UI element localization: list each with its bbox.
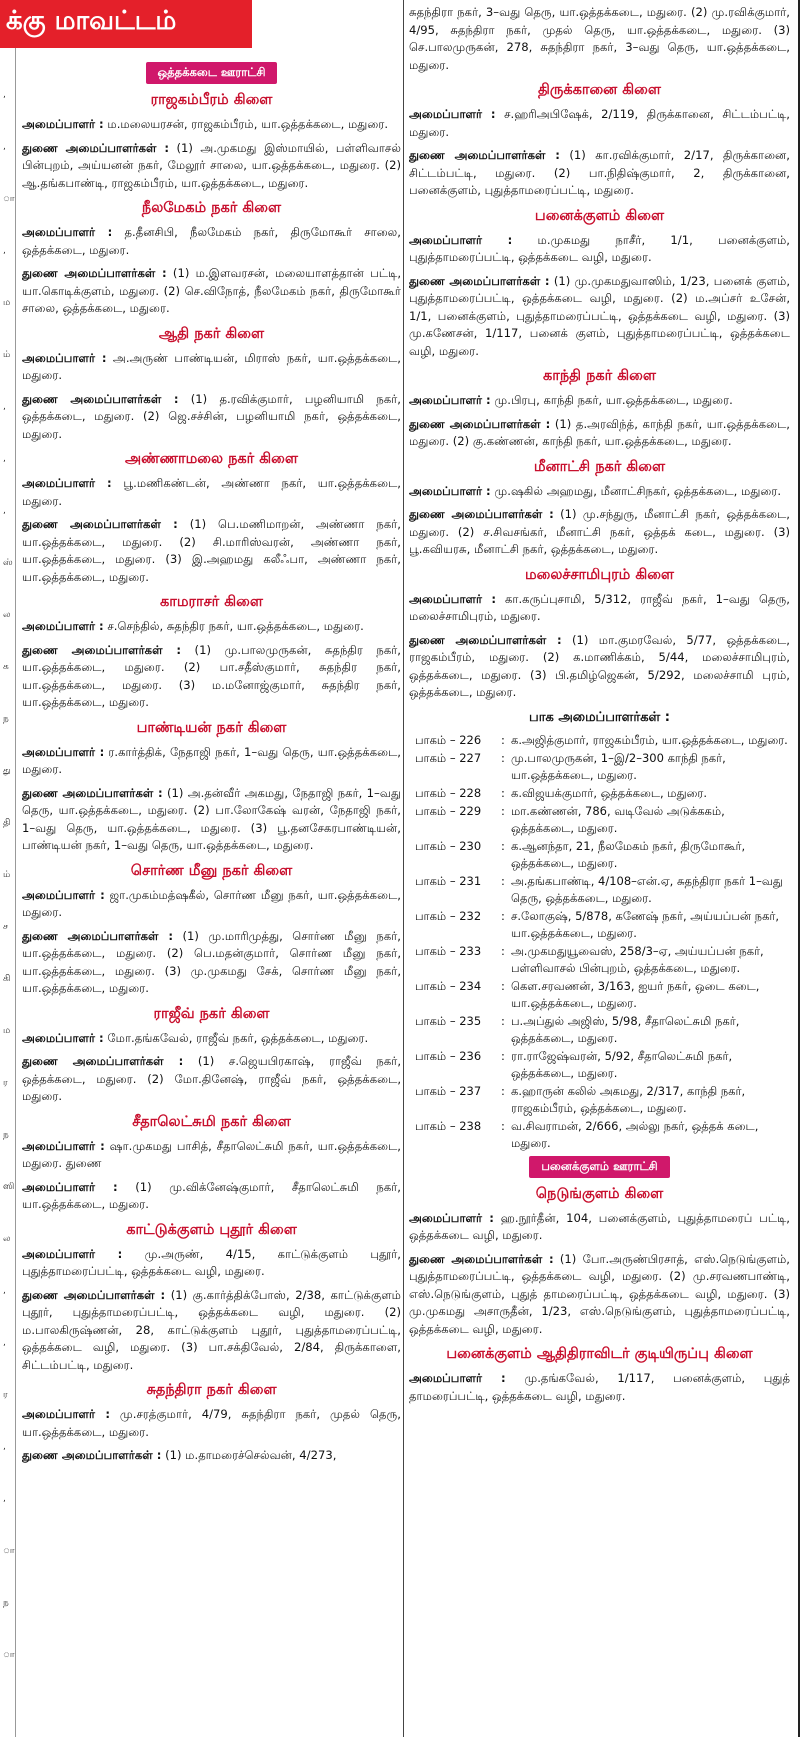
ward-number: பாகம் – 231 [415, 873, 482, 888]
section-header-pill: ஒத்தக்கடை ஊராட்சி [146, 62, 278, 84]
role-text: (1) ம.தாமரைச்செல்வன், 4/273, [161, 1448, 337, 1462]
branch-title: மீனாட்சி நகர் கிளை [533, 458, 666, 475]
cut-off-text-fragment: , [3, 506, 6, 516]
role-text: (1) அ.முகமது இஸ்மாயில், பள்ளிவாசல் பின்புறம், அய்யனன் நகர், மேலூர் சாலை, யா.ஒத்தக்கடை, மதுரை. (2) ஆ.தங்கபாண்டி, ராஜகம்பீரம், யா.ஒத்தக்கடை, மதுரை. [22, 140, 401, 190]
cut-off-text-fragment: ல [3, 610, 11, 620]
branch-title: சொர்ண மீனு நகர் கிளை [130, 862, 293, 879]
branch-block [22, 594, 401, 712]
paragraph [409, 483, 790, 501]
role-text: ஷா.முகமது பாசித், சீதாலெட்சுமி நகர், யா.ஒத்தக்கடை, மதுரை. துணை [22, 1138, 401, 1170]
paragraph [409, 591, 790, 626]
role-label: அமைப்பாளர் : [409, 591, 496, 606]
role-label: அமைப்பாளர் : [22, 476, 112, 490]
cut-off-text-fragment: , [3, 1338, 6, 1348]
cut-off-text-fragment: ந [3, 1130, 9, 1140]
paragraph [22, 1246, 401, 1281]
cut-off-text-fragment: க [3, 662, 9, 672]
cut-off-text-fragment: ம [3, 298, 11, 308]
column-middle [22, 0, 401, 1737]
column-right [409, 0, 790, 1737]
branch-title: காமராசர் கிளை [160, 594, 263, 610]
ward-row [409, 838, 790, 872]
cut-off-text-fragment: ர [3, 1078, 8, 1088]
ward-row [409, 873, 790, 907]
paragraph [22, 1406, 401, 1441]
paragraph [22, 1053, 401, 1106]
ward-member: கௌ.சரவணன், 3/163, ஐயர் நகர், ஒடை கடை, யா.ஒத்தக்கடை, மதுரை. [511, 978, 760, 1010]
ward-colon: : [501, 1118, 505, 1133]
branch-block [22, 1114, 401, 1214]
branch-block [22, 92, 401, 192]
ward-colon: : [501, 908, 505, 923]
paragraph [22, 350, 401, 385]
role-text: (1) போ.அருண்பிரசாத், எஸ்.நெடுங்குளம், புதுத்தாமரைப்பட்டி, ஒத்தக்கடை வழி, மதுரை. (2) மு.சரவணபாண்டி, எஸ்.நெடுங்குளம், புதுத் தாமரைப்பட்டி, ஒத்தக்கடை வழி, மதுரை. (3) மு.முகமது அசாருதீன், 1/23, எஸ்.நெடுங்குளம், புதுத்தாமரைப்பட்டி, ஒத்தக்கடை வழி, மதுரை. [409, 1251, 790, 1336]
role-label: அமைப்பாளர் : [22, 1030, 104, 1045]
paragraph [22, 475, 401, 510]
cut-off-text-fragment: ஸ் [3, 558, 13, 568]
branch-title: பனைக்குளம் கிளை [534, 207, 665, 224]
ward-colon: : [501, 838, 505, 853]
ward-colon: : [501, 732, 505, 747]
column-divider [403, 0, 404, 1737]
role-label: அமைப்பாளர் : [409, 232, 513, 247]
ward-number: பாகம் – 226 [415, 732, 482, 747]
paragraph [409, 506, 790, 559]
cut-off-text-fragment: , [3, 1286, 6, 1296]
role-text: (1) மா.குமரவேல், 5/77, ஒத்தக்கடை, ராஜகம்பீரம், மதுரை. (2) க.மாணிக்கம், 5/44, மலைச்சாமிபுரம், ஒத்தக்கடை, மதுரை. (3) பி.தமிழ்ஜெகன், 5/292, மலைச்சாமி புரம், ஒத்தக்கடை, மதுரை. [409, 632, 790, 699]
role-text: (1) த.அரவிந்த், காந்தி நகர், யா.ஒத்தக்கடை, மதுரை. (2) கு.கண்ணன், காந்தி நகர், யா.ஒத்தக்கடை, மதுரை. [409, 416, 790, 448]
role-text: (1) கா.ரவிக்குமார், 2/17, திருக்கானை, சிட்டம்பட்டி, மதுரை. (2) பா.நிதிஷ்குமார், 2, திருக்கானை, பனைக்குளம், புதுத்தாமரைப்பட்டி, மதுரை. [409, 148, 790, 197]
paragraph [409, 1210, 790, 1245]
role-label: துணை அமைப்பாளர்கள் : [22, 642, 182, 657]
ward-row [409, 1048, 790, 1082]
branch-title: பனைக்குளம் ஆதிதிராவிடர் குடியிருப்பு கிளை [446, 1346, 753, 1362]
branch-block [409, 1186, 790, 1339]
ward-colon: : [501, 873, 505, 888]
role-label: அமைப்பாளர் : [22, 619, 104, 633]
branch-block [22, 1382, 401, 1465]
role-label: துணை அமைப்பாளர்கள் : [409, 273, 550, 288]
ward-number: பாகம் – 228 [415, 785, 482, 800]
ward-row [409, 1013, 790, 1047]
ward-row [409, 978, 790, 1012]
role-text: (1) மு.விக்னேஷ்குமார், சீதாலெட்சுமி நகர், யா.ஒத்தக்கடை, மதுரை. [22, 1179, 401, 1211]
paragraph [22, 1287, 401, 1375]
role-label: துணை அமைப்பாளர்கள் : [22, 266, 167, 280]
paragraph [22, 140, 401, 193]
ward-number: பாகம் – 229 [415, 803, 482, 818]
role-text: ஹ.நூர்தீன், 104, பனைக்குளம், புதுத்தாமரைப் பட்டி, ஒத்தக்கடை வழி, மதுரை. [409, 1210, 790, 1242]
branch-title: ராஜீவ் நகர் கிளை [153, 1005, 270, 1022]
role-label: துணை அமைப்பாளர்கள் : [22, 785, 163, 800]
role-text: பூ.மணிகண்டன், அண்ணா நகர், யா.ஒத்தக்கடை, மதுரை. [22, 476, 401, 508]
ward-colon: : [501, 750, 505, 765]
branch-title: நெடுங்குளம் கிளை [535, 1185, 664, 1202]
branch-title: மலைச்சாமிபுரம் கிளை [524, 566, 674, 583]
role-text: (1) அ.தன்வீர் அகமது, நேதாஜி நகர், 1–வது தெரு, யா.ஒத்தக்கடை, மதுரை. (2) பா.லோகேஷ் வரன், நேதாஜி நகர், 1–வது தெரு, யா.ஒத்தக்கடை, மதுரை. (3) பூ.தனசேகரபாண்டியன், பாண்டியன் நகர், 1–வது தெரு, யா.ஒத்தக்கடை, மதுரை. [22, 785, 401, 852]
ward-member: மு.பாலமுருகன், 1–இ/2–300 காந்தி நகர், யா.ஒத்தக்கடை, மதுரை. [511, 750, 726, 782]
paragraph [409, 1370, 790, 1405]
cut-off-text-fragment: , [3, 1494, 6, 1504]
role-label: துணை அமைப்பாளர்கள் : [409, 148, 560, 162]
ward-member: ச.லோகுஷ், 5/878, கணேஷ் நகர், அய்யப்பன் நகர், யா.ஒத்தக்கடை, மதுரை. [511, 908, 780, 940]
role-label: அமைப்பாளர் : [409, 1210, 494, 1225]
paragraph [22, 1030, 401, 1048]
ward-number: பாகம் – 238 [415, 1118, 482, 1133]
paragraph [409, 1251, 790, 1339]
role-label: துணை அமைப்பாளர்கள் : [22, 1054, 184, 1068]
role-label: அமைப்பாளர் : [22, 225, 113, 239]
ward-colon: : [501, 803, 505, 818]
paragraph [409, 147, 790, 200]
role-label: துணை அமைப்பாளர்கள் : [22, 391, 179, 406]
paragraph [22, 516, 401, 586]
branch-block [22, 326, 401, 444]
role-label: அமைப்பாளர் : [22, 744, 105, 759]
role-text: ம.மலையரசன், ராஜகம்பீரம், யா.ஒத்தக்கடை, மதுரை. [103, 117, 388, 131]
role-text: கா.கருப்புசாமி, 5/312, ராஜீவ் நகர், 1–வது தெரு, மலைச்சாமிபுரம், மதுரை. [409, 591, 790, 623]
branch-block [409, 368, 790, 451]
cut-off-text-fragment: ர [3, 1390, 8, 1400]
left-page-edge [0, 0, 16, 1737]
paragraph [22, 618, 401, 636]
role-label: அமைப்பாளர் : [22, 117, 104, 131]
role-label: அமைப்பாளர் : [22, 1246, 123, 1261]
role-text: (1) கு.கார்த்திக்போஸ், 2/38, காட்டுக்குளம் புதூர், புதுத்தாமரைப்பட்டி, ஒத்தக்கடை வழி, மதுரை. (2) ம.பாலகிருஷ்ணன், 28, காட்டுக்குளம் புதூர், புதுத்தாமரைப்பட்டி, ஒத்தக்கடை வழி, மதுரை. (3) பா.சக்திவேல், 2/84, திருக்காளை, சிட்டம்பட்டி, மதுரை. [22, 1287, 401, 1372]
ward-member: அ.முகமதுயூவைஸ், 258/3–ஏ, அய்யப்பன் நகர், பள்ளிவாசல் பின்புறம், ஒத்தக்கடை, மதுரை. [511, 943, 764, 975]
cut-off-text-fragment: ச [3, 922, 8, 932]
cut-off-text-fragment: ா [3, 1650, 15, 1660]
cut-off-text-fragment: ா [3, 194, 15, 204]
ward-colon: : [501, 1013, 505, 1028]
ward-row [409, 785, 790, 802]
ward-row [409, 1083, 790, 1117]
paragraph [409, 232, 790, 267]
ward-member: அ.தங்கபாண்டி, 4/108–என்.ஏ, சுதந்திரா நகர் 1–வது தெரு, ஒத்தக்கடை, மதுரை. [511, 873, 783, 905]
ward-number: பாகம் – 234 [415, 978, 482, 993]
role-label: துணை அமைப்பாளர்கள் : [22, 517, 178, 531]
ward-number: பாகம் – 235 [415, 1013, 482, 1028]
role-text: ம.முகமது நாசீர், 1/1, பனைக்குளம், புதுத்தாமரைப்பட்டி, ஒத்தக்கடை வழி, மதுரை. [409, 232, 790, 264]
cut-off-text-fragment: கி [3, 974, 11, 984]
role-text: (1) த.ரவிக்குமார், பழனியாமி நகர், ஒத்தக்கடை, மதுரை. (2) ஜெ.சச்சின், பழனியாமி நகர், ஒத்தக்கடை, மதுரை. [22, 391, 401, 441]
cut-off-text-fragment: , [3, 402, 6, 412]
role-label: துணை அமைப்பாளர்கள் : [22, 1448, 162, 1462]
branch-block [22, 200, 401, 318]
section-header-pill: பனைக்குளம் ஊராட்சி [529, 1156, 669, 1178]
role-text: (1) ம.இளவரசன், மலையாளத்தான் பட்டி, யா.கொடிக்குளம், மதுரை. (2) செ.விநோத், நீலமேகம் நகர், திருமோகூர் சாலை, ஒத்தக்கடை, மதுரை. [22, 266, 401, 315]
cut-off-text-fragment: தி [3, 818, 11, 828]
ward-member: ப.அப்துல் அஜிஸ், 5/98, சீதாலெட்சுமி நகர், ஒத்தக்கடை, மதுரை. [511, 1013, 740, 1045]
ward-row [409, 803, 790, 837]
ward-number: பாகம் – 236 [415, 1048, 482, 1063]
paragraph [22, 1447, 401, 1465]
ward-member: மா.கண்ணன், 786, வடிவேல் அடுக்ககம், ஒத்தக்கடை, மதுரை. [511, 803, 725, 835]
branch-title: பாண்டியன் நகர் கிளை [136, 719, 287, 736]
ward-colon: : [501, 1083, 505, 1098]
branch-block [22, 1222, 401, 1375]
cut-off-text-fragment: , [3, 246, 6, 256]
role-text: (1) மு.முகமதுவாஸிம், 1/23, பனைக் குளம், புதுத்தாமரைப்பட்டி, ஒத்தக்கடை வழி, மதுரை. (2) ம.அப்சர் உசேன், 1/1, பனைக்குளம், புதுத்தாமரைப்பட்டி, ஒத்தக்கடை வழி, மதுரை. (3) மு.கணேசன், 1/117, பனைக் குளம், புதுத்தாமரைப்பட்டி, ஒத்தக்கடை வழி, மதுரை. [409, 273, 790, 358]
branch-block [409, 82, 790, 200]
branch-title: ஆதி நகர் கிளை [158, 325, 265, 342]
branch-block [22, 1006, 401, 1106]
paragraph [409, 632, 790, 702]
subheading: பாக அமைப்பாளர்கள் : [529, 709, 670, 725]
ward-member: க.அஜித்குமார், ராஜகம்பீரம், யா.ஒத்தக்கடை, மதுரை. [511, 732, 788, 747]
paragraph [22, 224, 401, 259]
branch-block [409, 1346, 790, 1405]
role-label: துணை அமைப்பாளர்கள் : [409, 1251, 554, 1266]
role-text: மு.தங்கவேல், 1/117, பனைக்குளம், புதுத் தாமரைப்பட்டி, ஒத்தக்கடை வழி, மதுரை. [409, 1371, 790, 1403]
cut-off-text-fragment: , [3, 454, 6, 464]
cut-off-text-fragment: , [3, 90, 6, 100]
branch-title: சுதந்திரா நகர் கிளை [146, 1382, 277, 1398]
branch-block [409, 459, 790, 559]
role-label: அமைப்பாளர் : [409, 107, 496, 121]
ward-number: பாகம் – 237 [415, 1083, 482, 1098]
ward-number: பாகம் – 230 [415, 838, 482, 853]
ward-number: பாகம் – 232 [415, 908, 482, 923]
paragraph [409, 392, 790, 410]
role-label: அமைப்பாளர் : [409, 483, 491, 498]
ward-number: பாகம் – 233 [415, 943, 482, 958]
paragraph [409, 273, 790, 361]
role-label: துணை அமைப்பாளர்கள் : [22, 1287, 166, 1302]
ward-row [409, 943, 790, 977]
branch-title: திருக்கானை கிளை [538, 82, 661, 98]
role-label: அமைப்பாளர் : [409, 393, 491, 407]
role-label: துணை அமைப்பாளர்கள் : [22, 928, 173, 943]
paragraph [22, 265, 401, 318]
cut-off-text-fragment: , [3, 1442, 6, 1452]
role-text: (1) பெ.மணிமாறன், அண்ணா நகர், யா.ஒத்தக்கடை, மதுரை. (2) சி.மாரிஸ்வரன், அண்ணா நகர், யா.ஒத்தக்கடை, மதுரை. (3) இ.அஹமது கலீஃபா, அண்ணா நகர், யா.ஒத்தக்கடை, மதுரை. [22, 517, 401, 584]
ward-colon: : [501, 785, 505, 800]
role-text: (1) மு.சந்துரு, மீனாட்சி நகர், ஒத்தக்கடை, மதுரை. (2) ச.சிவசங்கர், மீனாட்சி நகர், ஒத்தக் கடை, மதுரை. (3) பூ.கவியரசு, மீனாட்சி நகர், ஒத்தக்கடை, மதுரை. [409, 507, 790, 556]
ward-colon: : [501, 1048, 505, 1063]
branch-title: சீதாலெட்சுமி நகர் கிளை [132, 1113, 291, 1130]
ward-number: பாகம் – 227 [415, 750, 482, 765]
cut-off-text-fragment: ந [3, 1598, 9, 1608]
role-label: அமைப்பாளர் : [409, 1371, 506, 1385]
role-text: ர.கார்த்திக், நேதாஜி நகர், 1–வது தெரு, யா.ஒத்தக்கடை, மதுரை. [22, 744, 401, 776]
branch-block [409, 567, 790, 702]
branch-title: ராஜகம்பீரம் கிளை [150, 92, 273, 108]
role-text: த.தீனசிபி, நீலமேகம் நகர், திருமோகூர் சாலை, ஒத்தக்கடை, மதுரை. [22, 225, 401, 257]
cut-off-text-fragment: ா [3, 1546, 15, 1556]
role-label: துணை அமைப்பாளர்கள் : [409, 507, 554, 521]
role-label: துணை அமைப்பாளர்கள் : [409, 632, 562, 647]
cut-off-text-fragment: ம் [3, 350, 11, 360]
role-label: அமைப்பாளர் : [22, 1138, 105, 1153]
paragraph [409, 106, 790, 141]
paragraph [22, 928, 401, 998]
branch-title: காட்டுக்குளம் புதூர் கிளை [126, 1221, 297, 1238]
paragraph [22, 116, 401, 134]
ward-member: ரா.ராஜேஷ்வரன், 5/92, சீதாலெட்சுமி நகர், ஒத்தக்கடை, மதுரை. [511, 1048, 733, 1080]
paragraph [22, 744, 401, 779]
role-label: துணை அமைப்பாளர்கள் : [409, 416, 551, 431]
branch-title: அண்ணாமலை நகர் கிளை [125, 451, 298, 467]
ward-member: க.விஜயக்குமார், ஒத்தக்கடை, மதுரை. [511, 785, 708, 800]
branch-title: காந்தி நகர் கிளை [543, 368, 656, 384]
role-text: ச.ஹரிஅபிஷேக், 2/119, திருக்கானை, சிட்டம்பட்டி, மதுரை. [409, 107, 790, 139]
role-text: (1) மு.மாரிமுத்து, சொர்ண மீனு நகர், யா.ஒத்தக்கடை, மதுரை. (2) பெ.மதன்குமார், சொர்ண மீனு நகர், யா.ஒத்தக்கடை, மதுரை. (3) மு.முகமது சேக், சொர்ண மீனு நகர், யா.ஒத்தக்கடை, மதுரை. [22, 928, 401, 995]
paragraph [22, 391, 401, 444]
role-text: மு.சரத்குமார், 4/79, சுதந்திரா நகர், முதல் தெரு, யா.ஒத்தக்கடை, மதுரை. [22, 1407, 401, 1439]
role-text: மோ.தங்கவேல், ராஜீவ் நகர், ஒத்தக்கடை, மதுரை. [103, 1030, 369, 1045]
ward-colon: : [501, 943, 505, 958]
cut-off-text-fragment: து [3, 766, 11, 776]
role-text: ச.செந்தில், சுதந்திர நகர், யா.ஒத்தக்கடை, மதுரை. [103, 619, 364, 633]
role-label: துணை அமைப்பாளர்கள் : [22, 140, 169, 155]
ward-colon: : [501, 978, 505, 993]
paragraph [22, 785, 401, 855]
ward-member: வ.சிவராமன், 2/666, அல்லு நகர், ஒத்தக் கடை, மதுரை. [511, 1118, 759, 1150]
role-label: அமைப்பாளர் : [22, 1407, 110, 1421]
cut-off-text-fragment: ல [3, 1234, 11, 1244]
role-text: மு.அருண், 4/15, காட்டுக்குளம் புதூர், புதுத்தாமரைப்பட்டி, ஒத்தக்கடை வழி, மதுரை. [22, 1246, 401, 1278]
district-banner: க்கு மாவட்டம் [0, 0, 252, 48]
branch-block [409, 208, 790, 361]
branch-block [22, 451, 401, 586]
paragraph [22, 887, 401, 922]
ward-row [409, 732, 790, 749]
branch-block [22, 720, 401, 855]
role-text: (1) ச.ஜெயபிரகாஷ், ராஜீவ் நகர், ஒத்தக்கடை, மதுரை. (2) மோ.தினேஷ், ராஜீவ் நகர், ஒத்தக்கடை, மதுரை. [22, 1054, 401, 1103]
role-text: மு.பிரபு, காந்தி நகர், யா.ஒத்தக்கடை, மதுரை. [490, 393, 733, 407]
branch-title: நீலமேகம் நகர் கிளை [141, 200, 282, 216]
paragraph [22, 1179, 401, 1214]
cut-off-text-fragment: ஸி [3, 1182, 15, 1192]
cut-off-text-fragment: ம [3, 1026, 11, 1036]
cut-off-text-fragment: , [3, 142, 6, 152]
branch-block [22, 863, 401, 998]
ward-row [409, 908, 790, 942]
ward-row [409, 1118, 790, 1152]
paragraph [22, 642, 401, 712]
role-text: அ.அருண் பாண்டியன், மிராஸ் நகர், யா.ஒத்தக்கடை, மதுரை. [22, 350, 401, 382]
role-label: அமைப்பாளர் : [22, 1179, 118, 1194]
ward-row [409, 750, 790, 784]
cut-off-text-fragment: ம் [3, 870, 11, 880]
paragraph-continued: சுதந்திரா நகர், 3–வது தெரு, யா.ஒத்தக்கடை, மதுரை. (2) மு.ரவிக்குமார், 4/95, சுதந்திரா நகர், முதல் தெரு, யா.ஒத்தக்கடை, மதுரை. (3) செ.பாலமுருகன், 278, சுதந்திரா நகர், 3–வது தெரு, யா.ஒத்தக்கடை, மதுரை. [409, 5, 790, 72]
ward-member: க.ஹாருன் கலில் அகமது, 2/317, காந்தி நகர், ராஜகம்பீரம், ஒத்தக்கடை, மதுரை. [511, 1083, 746, 1115]
ward-member: க.ஆனந்தா, 21, நீலமேகம் நகர், திருமோகூர், ஒத்தக்கடை, மதுரை. [511, 838, 746, 870]
paragraph [409, 416, 790, 451]
role-text: (1) மு.பாலமுருகன், சுதந்திர நகர், யா.ஒத்தக்கடை, மதுரை. (2) பா.சதீஸ்குமார், சுதந்திர நகர், யா.ஒத்தக்கடை, மதுரை. (3) ம.மனோஜ்குமார், சுதந்திர நகர், யா.ஒத்தக்கடை, மதுரை. [22, 642, 401, 709]
role-label: அமைப்பாளர் : [22, 350, 107, 365]
paragraph [22, 1138, 401, 1173]
role-label: அமைப்பாளர் : [22, 887, 105, 902]
role-text: ஜா.முகம்மத்ஷகீல், சொர்ண மீனு நகர், யா.ஒத்தக்கடை, மதுரை. [22, 887, 401, 919]
role-text: மு.ஷகில் அஹமது, மீனாட்சிநகர், ஒத்தக்கடை, மதுரை. [490, 483, 782, 498]
cut-off-text-fragment: ந [3, 714, 9, 724]
